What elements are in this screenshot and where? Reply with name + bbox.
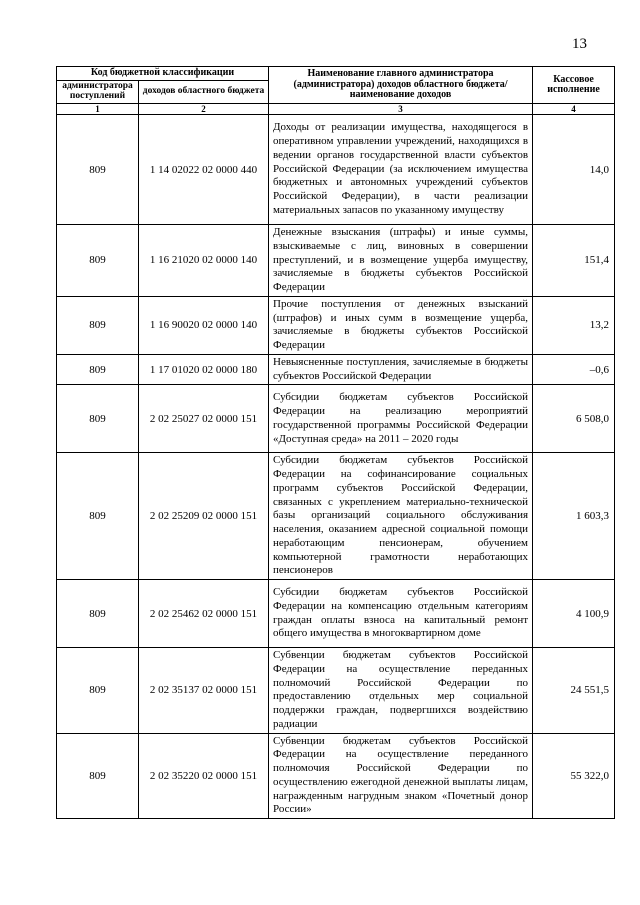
table-row — [57, 115, 615, 225]
income-code-cell: 1 16 21020 02 0000 140 — [139, 225, 269, 297]
column-number: 3 — [269, 104, 533, 115]
income-name-cell: Субвенции бюджетам субъектов Российской Федерации на осуществление переданного полномочия Российской Федерации по осуществлению ежегодной денежной выплаты лицам, награжденным нагрудным знаком «Почетный донор России» — [269, 733, 533, 819]
income-code-cell: 2 02 35220 02 0000 151 — [139, 733, 269, 819]
admin-code-cell: 809 — [57, 580, 139, 648]
table-header — [57, 67, 615, 115]
income-name-cell: Доходы от реализации имущества, находящегося в оперативном управлении учреждений, находящихся в ведении органов государственной власти субъектов Российской Федерации (за исключением имущества бюджетных и автономных учреждений субъектов Российской Федерации), в части реализации материальных запасов по указанному имуществу — [269, 115, 533, 225]
amount-cell: 24 551,5 — [533, 648, 615, 734]
income-name-cell: Денежные взыскания (штрафы) и иные суммы, взыскиваемые с лиц, виновных в совершении преступлений, и в возмещение ущерба имуществу, зачисляемые в бюджеты субъектов Российской Федерации — [269, 225, 533, 297]
admin-code-cell: 809 — [57, 354, 139, 385]
amount-cell: 1 603,3 — [533, 453, 615, 580]
admin-code-cell: 809 — [57, 453, 139, 580]
table-row — [57, 354, 615, 385]
admin-code-cell: 809 — [57, 385, 139, 453]
admin-code-cell: 809 — [57, 733, 139, 819]
income-code-cell: 2 02 35137 02 0000 151 — [139, 648, 269, 734]
income-name-cell: Субвенции бюджетам субъектов Российской Федерации на осуществление переданных полномочий Российской Федерации по предоставлению отдельных мер социальной поддержки граждан, подвергшихся воздействию радиации — [269, 648, 533, 734]
table-row — [57, 733, 615, 819]
table-row — [57, 580, 615, 648]
page-number: 13 — [572, 36, 587, 52]
table-body — [57, 115, 615, 819]
amount-cell: 6 508,0 — [533, 385, 615, 453]
amount-cell: –0,6 — [533, 354, 615, 385]
admin-code-cell: 809 — [57, 115, 139, 225]
income-code-cell: 1 16 90020 02 0000 140 — [139, 296, 269, 354]
amount-cell: 4 100,9 — [533, 580, 615, 648]
income-name-cell: Субсидии бюджетам субъектов Российской Федерации на софинансирование социальных программ субъектов Российской Федерации, связанных с укреплением материально-технической базы организаций социального обслуживания населения, оказанием адресной социальной помощи неработающим пенсионерам, обучением компьютерной грамотности неработающих пенсионеров — [269, 453, 533, 580]
income-code-cell: 1 14 02022 02 0000 440 — [139, 115, 269, 225]
budget-table — [56, 66, 615, 819]
admin-code-cell: 809 — [57, 648, 139, 734]
amount-cell: 13,2 — [533, 296, 615, 354]
income-name-cell: Субсидии бюджетам субъектов Российской Федерации на реализацию мероприятий государственной программы Российской Федерации «Доступная среда» на 2011 – 2020 годы — [269, 385, 533, 453]
column-number: 2 — [139, 104, 269, 115]
table-row — [57, 385, 615, 453]
column-number: 1 — [57, 104, 139, 115]
amount-cell: 14,0 — [533, 115, 615, 225]
amount-cell: 151,4 — [533, 225, 615, 297]
income-code-cell: 2 02 25209 02 0000 151 — [139, 453, 269, 580]
column-number: 4 — [533, 104, 615, 115]
header-name-column: Наименование главного администратора (администратора) доходов областного бюджета/ наименование доходов — [269, 67, 533, 104]
table-row — [57, 296, 615, 354]
income-code-cell: 1 17 01020 02 0000 180 — [139, 354, 269, 385]
header-income-column: доходов областного бюджета — [139, 81, 269, 104]
income-name-cell: Невыясненные поступления, зачисляемые в бюджеты субъектов Российской Федерации — [269, 354, 533, 385]
header-admin-column: администратора поступлений — [57, 81, 139, 104]
income-code-cell: 2 02 25027 02 0000 151 — [139, 385, 269, 453]
amount-cell: 55 322,0 — [533, 733, 615, 819]
header-budget-classification-code: Код бюджетной классификации — [57, 67, 269, 81]
income-name-cell: Прочие поступления от денежных взысканий (штрафов) и иных сумм в возмещение ущерба, зачисляемые в бюджеты субъектов Российской Федерации — [269, 296, 533, 354]
header-amount-column: Кассовое исполнение — [533, 67, 615, 104]
admin-code-cell: 809 — [57, 225, 139, 297]
income-code-cell: 2 02 25462 02 0000 151 — [139, 580, 269, 648]
column-numbers-row — [57, 104, 615, 115]
table-row — [57, 453, 615, 580]
income-name-cell: Субсидии бюджетам субъектов Российской Федерации на компенсацию отдельным категориям граждан оплаты взноса на капитальный ремонт общего имущества в многоквартирном доме — [269, 580, 533, 648]
table-row — [57, 648, 615, 734]
admin-code-cell: 809 — [57, 296, 139, 354]
table-row — [57, 225, 615, 297]
